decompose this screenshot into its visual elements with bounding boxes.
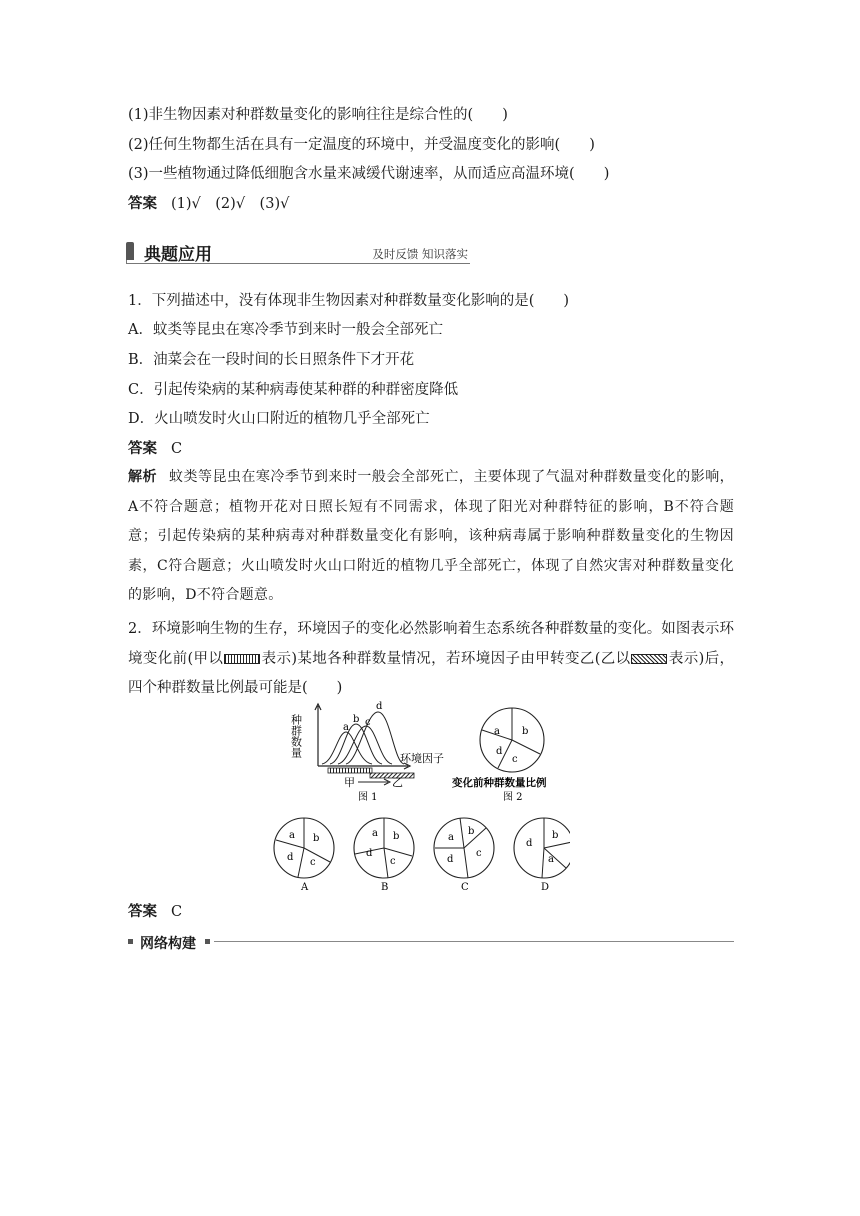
option-b-label-c: c (390, 856, 396, 867)
answer-label: 答案 (128, 904, 157, 920)
q1-analysis (128, 463, 734, 611)
option-a-label-b: b (313, 833, 320, 844)
fig1-graph (290, 701, 445, 803)
option-a-label-a: a (289, 830, 295, 841)
review-answer (128, 194, 289, 214)
curve-label-c: c (365, 717, 371, 728)
option-b-label-b: b (393, 831, 400, 842)
option-b-caption: B (381, 882, 389, 893)
curve-a (322, 732, 372, 764)
fig2-label-c: c (512, 754, 518, 765)
square-bullet-icon (205, 939, 210, 944)
option-pie-b (354, 818, 414, 893)
q1-answer (128, 439, 182, 459)
section-header (126, 240, 470, 266)
q2-stem-part1: 2．环境影响生物的生存，环境因子的变化必然影响着生态系统各种群数量的变化。如图表示环境变化前(甲以 (128, 621, 734, 667)
option-c-label-c: c (476, 848, 482, 859)
q2-figure (270, 700, 570, 896)
curve-label-a: a (343, 722, 349, 733)
q2-stem-part3: 表示)后，四个种群数量比例最可能是( ) (128, 650, 734, 696)
review-item-3: (3)一些植物通过降低细胞含水量来减缓代谢速率，从而适应高温环境( ) (128, 166, 610, 182)
q1-stem: 1．下列描述中，没有体现非生物因素对种群数量变化影响的是( ) (128, 293, 570, 309)
option-pie-c (434, 818, 494, 893)
answer-value: C (171, 441, 183, 457)
section-subtitle: 及时反馈 知识落实 (372, 247, 468, 261)
option-b-label-d: d (366, 848, 373, 859)
curve-label-d: d (376, 701, 383, 712)
option-d-label-d: d (526, 838, 533, 849)
option-a-label-d: d (287, 852, 294, 863)
curve-label-b: b (353, 714, 360, 725)
review-item-2: (2)任何生物都生活在具有一定温度的环境中，并受温度变化的影响( ) (128, 137, 595, 153)
analysis-label: 解析 (128, 469, 157, 485)
fig2-label-b: b (522, 726, 529, 737)
curve-b (330, 724, 382, 764)
fig2-pie (452, 708, 547, 803)
option-b-label-a: a (372, 828, 378, 839)
hatch-yi-icon (631, 654, 667, 664)
option-c-label-d: d (447, 854, 454, 865)
fig1-yi: 乙 (392, 776, 403, 789)
option-a-caption: A (301, 882, 309, 893)
hatch-jia-icon (224, 654, 260, 664)
option-d-label-b: b (552, 830, 559, 841)
option-pie-a (274, 818, 334, 893)
analysis-text: 蚊类等昆虫在寒冷季节到来时一般会全部死亡，主要体现了气温对种群数量变化的影响，A不符合题意；植物开花对日照长短有不同需求，体现了阳光对种群特征的影响，B不符合题意；引起传染病的某种病毒对种群数量变化有影响，该种病毒属于影响种群数量变化的生物因素，C符合题意；火山喷发时火山口附近的植物几乎全部死亡，体现了自然灾害对种群数量变化的影响，D不符合题意。 (128, 469, 734, 603)
section-title: 典题应用 (144, 245, 212, 265)
fig2-label-a: a (494, 726, 500, 737)
network-build-rule (214, 941, 734, 942)
fig2-title: 变化前种群数量比例 (452, 777, 547, 789)
option-d-label-a: a (548, 854, 554, 865)
fig2-caption: 图 2 (503, 792, 523, 803)
network-build-title: 网络构建 (140, 936, 196, 952)
q1-option-c: C．引起传染病的某种病毒使某种群的种群密度降低 (128, 382, 459, 398)
fig1-caption: 图 1 (358, 792, 378, 803)
q1-option-b: B．油菜会在一段时间的长日照条件下才开花 (128, 352, 415, 368)
answer-label: 答案 (128, 196, 157, 212)
hatch-bar-jia (328, 768, 372, 773)
option-pie-d (514, 818, 570, 893)
review-item-1: (1)非生物因素对种群数量变化的影响往往是综合性的( ) (128, 107, 508, 123)
fig1-xlabel: 环境因子 (400, 752, 444, 765)
option-c-label-b: b (468, 826, 475, 837)
option-d-caption: D (541, 882, 550, 893)
option-a-label-c: c (310, 857, 316, 868)
option-c-caption: C (461, 882, 469, 893)
q2-answer (128, 902, 182, 922)
fig1-jia: 甲 (344, 776, 355, 789)
q2-stem-part2: 表示)某地各种群数量情况，若环境因子由甲转变乙(乙以 (261, 650, 631, 667)
q2-stem (128, 615, 734, 704)
fig1-ylabel: 种群数量 (289, 714, 303, 758)
section-rule (126, 263, 470, 264)
square-bullet-icon (128, 939, 133, 944)
answer-value: C (171, 904, 183, 920)
answer-label: 答案 (128, 441, 157, 457)
answer-value: (1)√ (2)√ (3)√ (171, 196, 290, 212)
section-marker-icon (126, 242, 134, 260)
option-c-label-a: a (448, 832, 454, 843)
q1-option-d: D．火山喷发时火山口附近的植物几乎全部死亡 (128, 411, 430, 427)
q1-option-a: A．蚊类等昆虫在寒冷季节到来时一般会全部死亡 (128, 322, 443, 338)
section-rule-tick (126, 260, 127, 264)
network-build-header (128, 933, 734, 953)
fig2-label-d: d (496, 746, 503, 757)
